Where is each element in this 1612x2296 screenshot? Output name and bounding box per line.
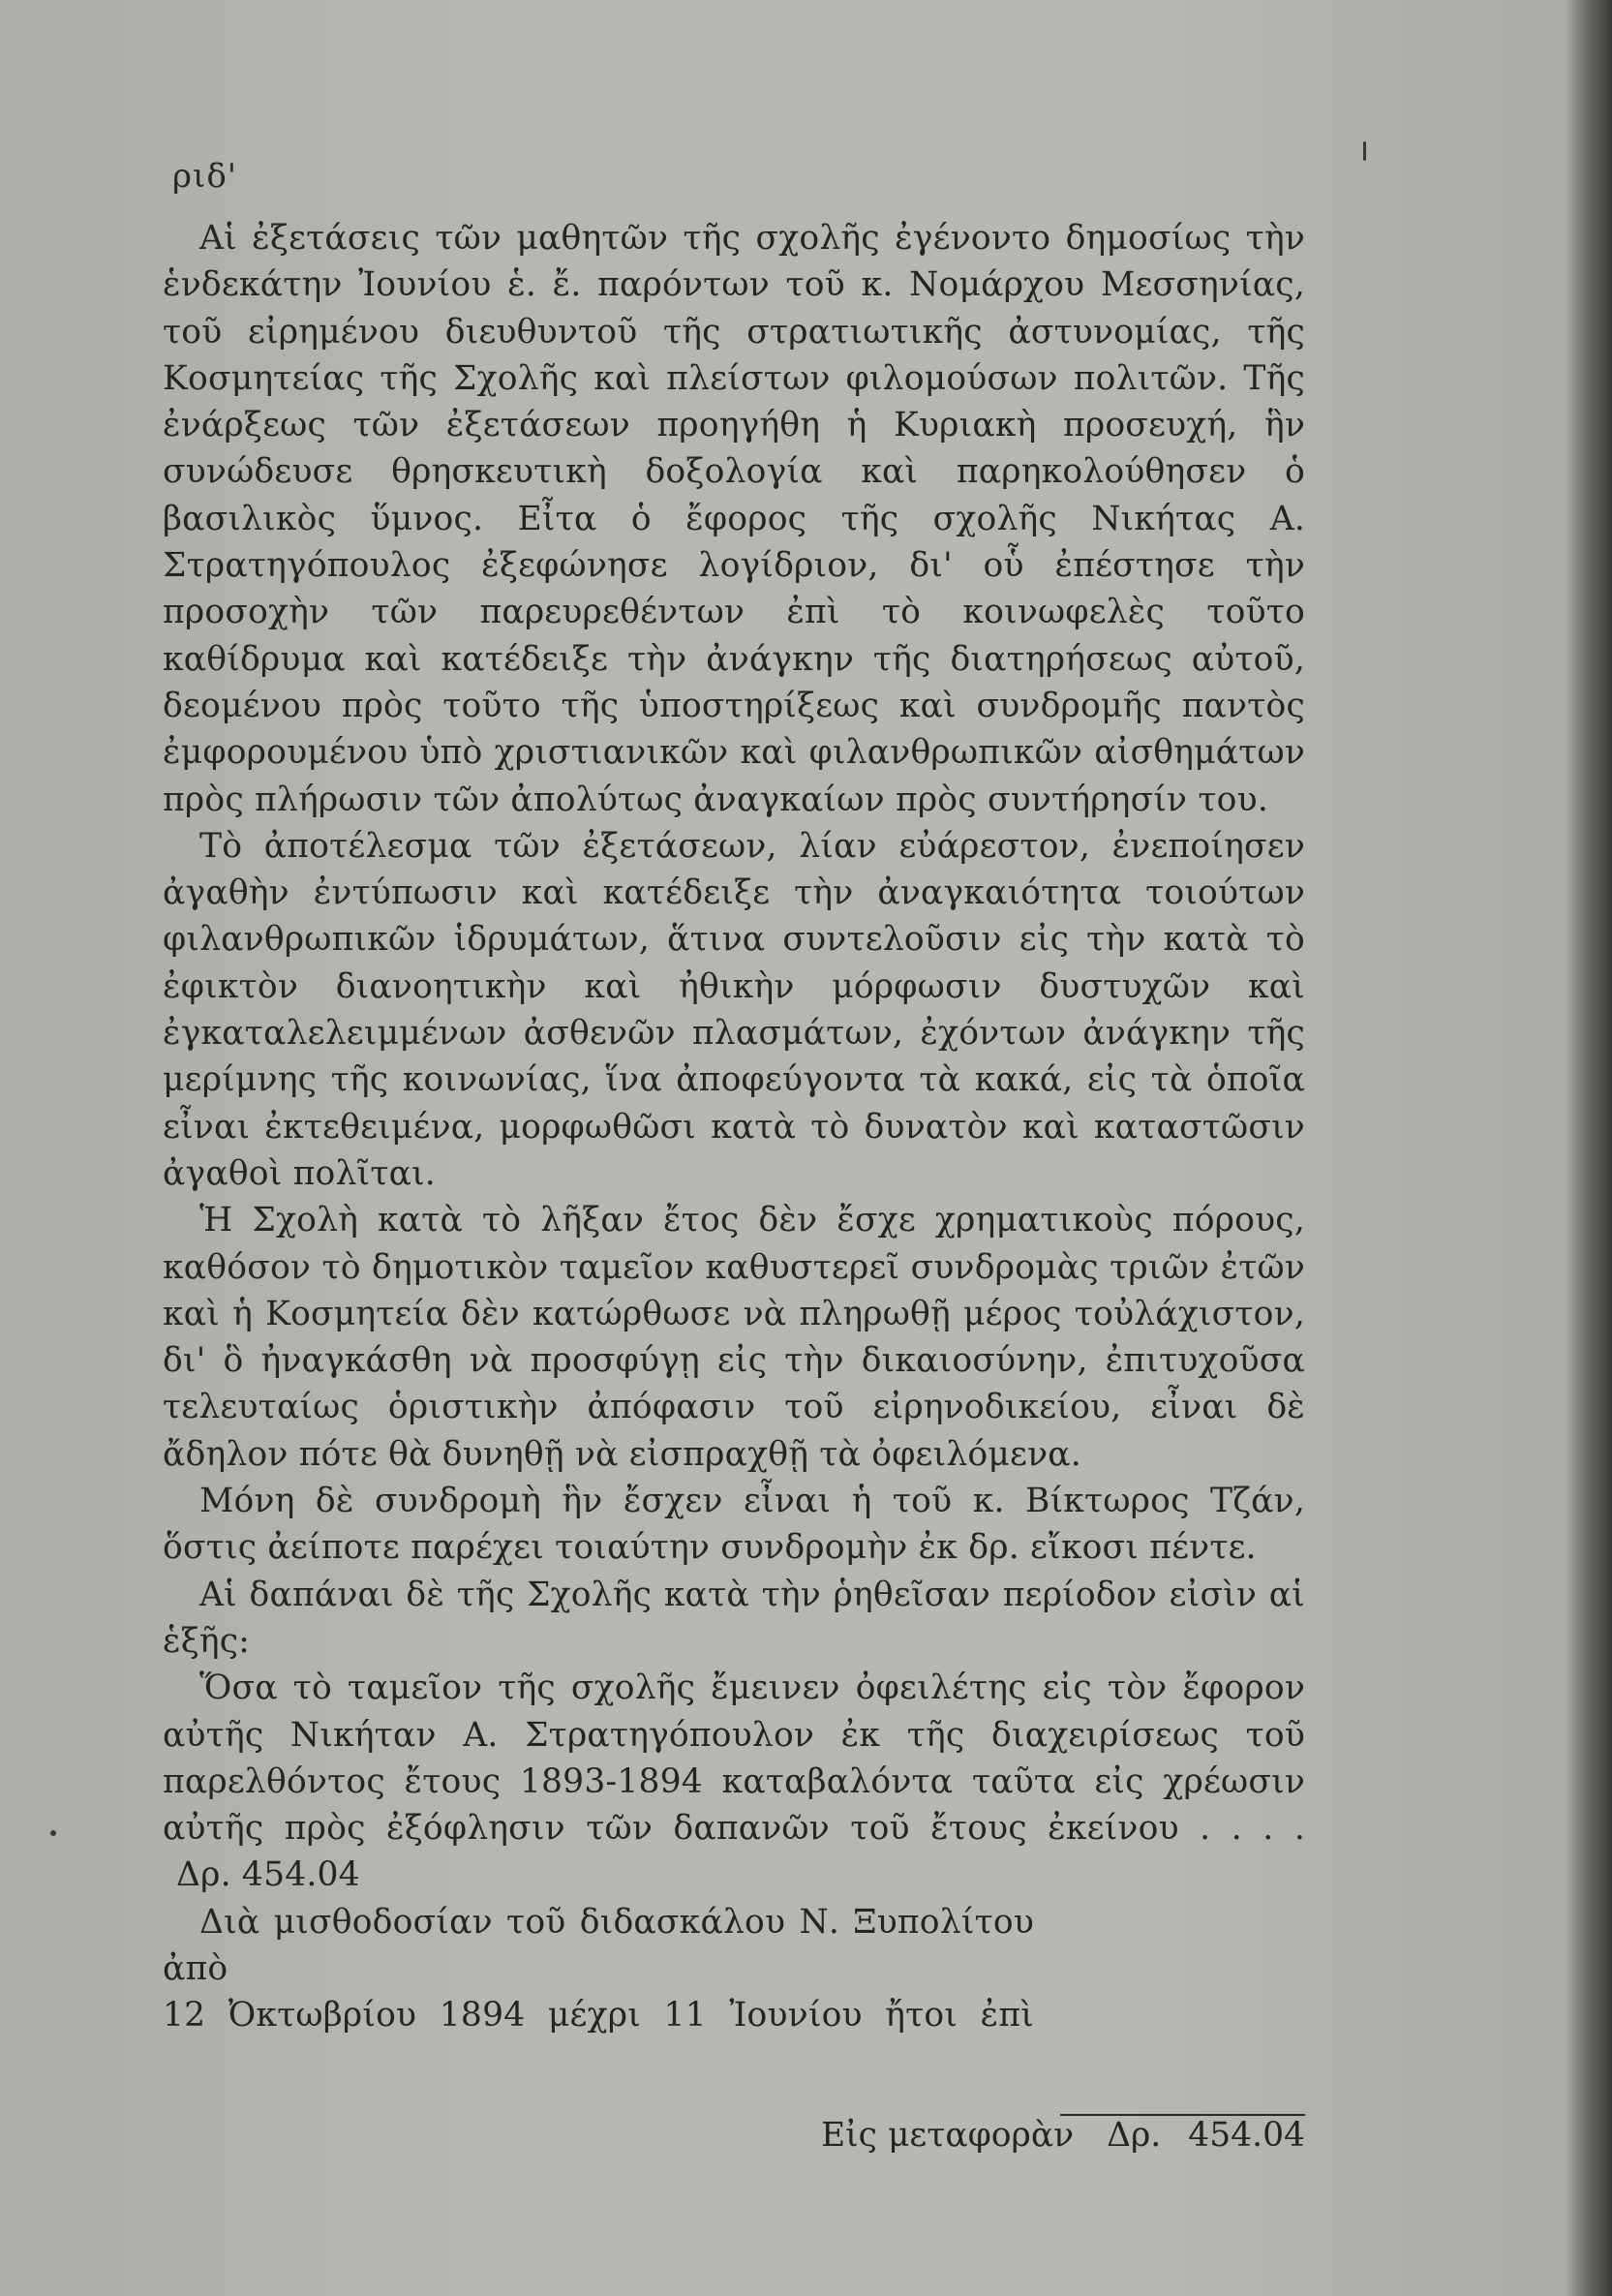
paragraph-contribution: Μόνη δὲ συνδρομὴ ἣν ἔσχεν εἶναι ἡ τοῦ κ. Βίκτωρος Τζάν, ὅστις ἀείποτε παρέχει τοιαύτην συνδρομὴν ἐκ δρ. εἴκοσι πέντε.	[163, 1482, 1305, 1568]
page-number: ριδ'	[172, 157, 238, 196]
expense-item	[163, 1665, 1305, 1898]
body-text	[163, 215, 1305, 2039]
carry-forward-label: Εἰς μεταφορὰν	[820, 2116, 1075, 2155]
carry-forward-currency: Δρ.	[1107, 2116, 1162, 2155]
paragraph-finances: Ἡ Σχολὴ κατὰ τὸ λῆξαν ἔτος δὲν ἔσχε χρηματικοὺς πόρους, καθόσον τὸ δημοτικὸν ταμεῖον καθυστερεῖ συνδρομὰς τριῶν ἐτῶν καὶ ἡ Κοσμητεία δὲν κατώρθωσε νὰ πληρωθῇ μέρος τοὐλάχιστον, δι' ὃ ἠναγκάσθη νὰ προσφύγῃ εἰς τὴν δικαιοσύνην, ἐπιτυχοῦσα τελευταίως ὁριστικὴν ἀπόφασιν τοῦ εἰρηνοδικείου, εἶναι δὲ ἄδηλον πότε θὰ δυνηθῇ νὰ εἰσπραχθῇ τὰ ὀφειλόμενα.	[163, 1201, 1305, 1474]
book-spine-shadow	[1566, 0, 1612, 2296]
ink-speck	[1363, 141, 1366, 161]
expense-item-dots: . . . .	[1200, 1809, 1305, 1849]
ink-speck	[50, 1830, 56, 1836]
carry-forward-line	[765, 2116, 1305, 2155]
carry-forward-amount: 454.04	[1188, 2116, 1305, 2155]
expense-item-text: Ὅσα τὸ ταμεῖον τῆς σχολῆς ἔμεινεν ὀφειλέτης εἰς τὸν ἔφορον αὐτῆς Νικήταν Α. Στρατηγόπουλον ἐκ τῆς διαχειρίσεως τοῦ παρελθόντος ἔτους 1893-1894 καταβαλόντα ταῦτα εἰς χρέωσιν αὐτῆς πρὸς ἐξόφλησιν τῶν δαπανῶν τοῦ ἔτους ἐκείνου	[163, 1668, 1305, 1849]
paragraph-examinations: Αἱ ἐξετάσεις τῶν μαθητῶν τῆς σχολῆς ἐγένοντο δημοσίως τὴν ἑνδεκάτην Ἰουνίου ἑ. ἔ. παρόντων τοῦ κ. Νομάρχου Μεσσηνίας, τοῦ εἰρημένου διευθυντοῦ τῆς στρατιωτικῆς ἀστυνομίας, τῆς Κοσμητείας τῆς Σχολῆς καὶ πλείστων φιλομούσων πολιτῶν. Τῆς ἐνάρξεως τῶν ἐξετάσεων προηγήθη ἡ Κυριακὴ προσευχή, ἣν συνώδευσε θρησκευτικὴ δοξολογία καὶ παρηκολούθησεν ὁ βασιλικὸς ὕμνος. Εἶτα ὁ ἔφορος τῆς σχολῆς Νικήτας Α. Στρατηγόπουλος ἐξεφώνησε λογίδριον, δι' οὗ ἐπέστησε τὴν προσοχὴν τῶν παρευρεθέντων ἐπὶ τὸ κοινωφελὲς τοῦτο καθίδρυμα καὶ κατέδειξε τὴν ἀνάγκην τῆς διατηρήσεως αὐτοῦ, δεομένου πρὸς τοῦτο τῆς ὑποστηρίξεως καὶ συνδρομῆς παντὸς ἐμφορουμένου ὑπὸ χριστιανικῶν καὶ φιλανθρωπικῶν αἰσθημάτων πρὸς πλήρωσιν τῶν ἀπολύτως ἀναγκαίων πρὸς συντήρησίν του.	[163, 219, 1305, 819]
salary-line-2: 12 Ὀκτωβρίου 1894 μέχρι 11 Ἰουνίου ἤτοι ἐπὶ	[163, 1996, 1034, 2036]
paragraph-expenses-intro: Αἱ δαπάναι δὲ τῆς Σχολῆς κατὰ τὴν ῥηθεῖσαν περίοδον εἰσὶν αἱ ἑξῆς:	[163, 1575, 1305, 1661]
salary-line-1: Διὰ μισθοδοσίαν τοῦ διδασκάλου Ν. Ξυπολίτου ἀπὸ	[163, 1902, 1034, 1988]
paragraph-results: Τὸ ἀποτέλεσμα τῶν ἐξετάσεων, λίαν εὐάρεστον, ἐνεποίησεν ἀγαθὴν ἐντύπωσιν καὶ κατέδειξε τὴν ἀναγκαιότητα τοιούτων φιλανθρωπικῶν ἱδρυμάτων, ἅτινα συντελοῦσιν εἰς τὴν κατὰ τὸ ἐφικτὸν διανοητικὴν καὶ ἠθικὴν μόρφωσιν δυστυχῶν καὶ ἐγκαταλελειμμένων ἀσθενῶν πλασμάτων, ἐχόντων ἀνάγκην τῆς μερίμνης τῆς κοινωνίας, ἵνα ἀποφεύγοντα τὰ κακά, εἰς τὰ ὁποῖα εἶναι ἐκτεθειμένα, μορφωθῶσι κατὰ τὸ δυνατὸν καὶ καταστῶσιν ἀγαθοὶ πολῖται.	[163, 826, 1305, 1193]
expense-item-amount: Δρ. 454.04	[176, 1855, 360, 1895]
